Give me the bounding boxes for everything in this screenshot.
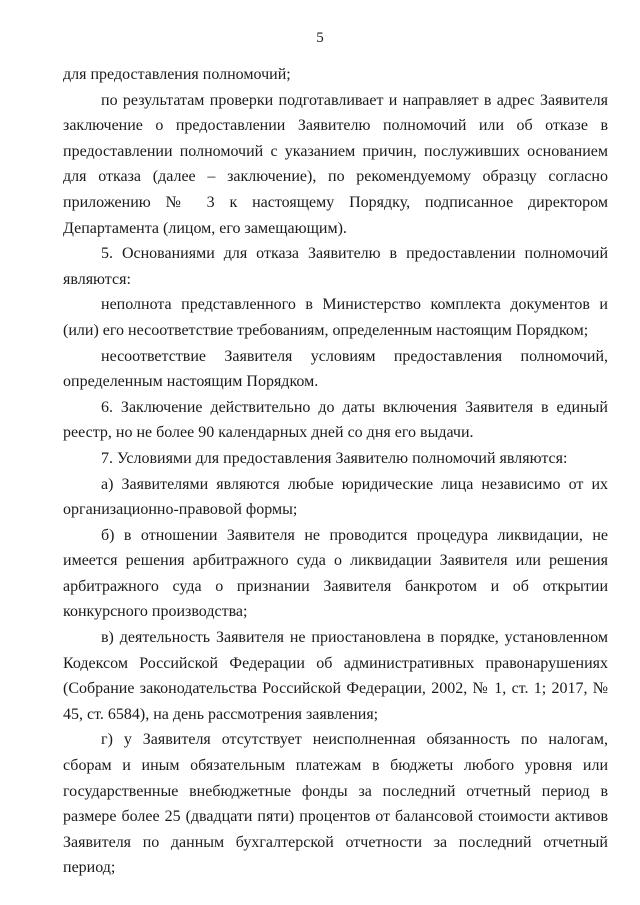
paragraph-item-5: 5. Основаниями для отказа Заявителю в предоставлении полномочий являются: (63, 245, 608, 288)
paragraph-condition-g: г) у Заявителя отсутствует неисполненная обязанность по налогам, сборам и иным обязательным платежам в бюджеты любого уровня или государственные внебюджетные фонды за последний отчетный период в размере более 25 (двадцати пяти) процентов от балансовой стоимости активов Заявителя по данным бухгалтерской отчетности за последний отчетный период; (63, 731, 608, 877)
paragraph-conclusion: по результатам проверки подготавливает и направляет в адрес Заявителя заключение о предоставлении Заявителю полномочий или об отказе в предоставлении полномочий с указанием причин, послуживших основанием для отказа (далее – заключение), по рекомендуемому образцу согласно приложению № 3 к настоящему Порядку, подписанное директором Департамента (лицом, его замещающим). (63, 91, 608, 237)
document-body (63, 62, 608, 881)
paragraph-condition-b: б) в отношении Заявителя не проводится процедура ликвидации, не имеется решения арбитражного суда о ликвидации Заявителя или решения арбитражного суда о признании Заявителя банкротом и об открытии конкурсного производства; (63, 526, 608, 621)
paragraph-item-6: 6. Заключение действительно до даты включения Заявителя в единый реестр, но не более 90 календарных дней со дня его выдачи. (63, 398, 608, 442)
paragraph-continuation: для предоставления полномочий; (63, 66, 291, 83)
paragraph-reason-nonconformity: несоответствие Заявителя условиям предоставления полномочий, определенным настоящим Порядком. (63, 347, 608, 391)
paragraph-item-7: 7. Условиями для предоставления Заявителю полномочий являются: (101, 449, 568, 467)
page-number: 5 (316, 30, 324, 46)
paragraph-reason-incomplete: неполнота представленного в Министерство комплекта документов и (или) его несоответствие требованиям, определенным настоящим Порядком; (63, 296, 608, 339)
paragraph-condition-v: в) деятельность Заявителя не приостановлена в порядке, установленном Кодексом Российской Федерации об административных правонарушениях (Собрание законодательства Российской Федерации, 2002, № 1, ст. 1; 2017, № 45, ст. 6584), на день рассмотрения заявления; (63, 629, 608, 723)
paragraph-condition-a: а) Заявителями являются любые юридические лица независимо от их организационно-правовой формы; (63, 475, 608, 519)
